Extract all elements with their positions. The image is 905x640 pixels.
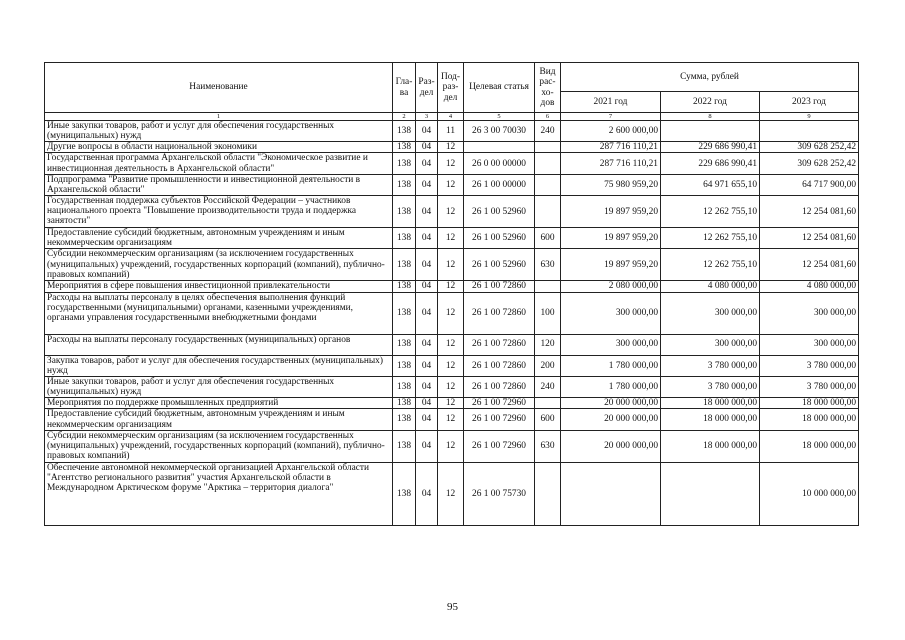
row-amount-2021: 19 897 959,20	[561, 196, 661, 228]
row-vid: 600	[535, 228, 561, 249]
col-number: 9	[760, 113, 859, 121]
row-amount-2023: 3 780 000,00	[760, 355, 859, 376]
row-vid: 630	[535, 430, 561, 462]
row-name: Подпрограмма "Развитие промышленности и инвестиционной деятельности в Архангельской области"	[45, 174, 393, 195]
row-amount-2022: 3 780 000,00	[661, 376, 760, 397]
col-number: 7	[561, 113, 661, 121]
row-amount-2022: 18 000 000,00	[661, 409, 760, 430]
row-amount-2023: 18 000 000,00	[760, 409, 859, 430]
row-razdel: 04	[416, 292, 438, 334]
page-number: 95	[447, 601, 458, 613]
row-target: 26 1 00 72860	[464, 376, 535, 397]
row-amount-2023	[760, 121, 859, 142]
table-row	[45, 355, 859, 376]
table-row	[45, 398, 859, 409]
row-razdel: 04	[416, 142, 438, 153]
table-row	[45, 281, 859, 292]
table-row	[45, 228, 859, 249]
row-razdel: 04	[416, 430, 438, 462]
row-podrazdel: 12	[438, 174, 464, 195]
row-podrazdel: 12	[438, 398, 464, 409]
row-name: Закупка товаров, работ и услуг для обеспечения государственных (муниципальных) нужд	[45, 355, 393, 376]
row-razdel: 04	[416, 196, 438, 228]
row-amount-2022: 64 971 655,10	[661, 174, 760, 195]
row-glava: 138	[393, 121, 416, 142]
row-amount-2023: 18 000 000,00	[760, 398, 859, 409]
col-number: 5	[464, 113, 535, 121]
row-target: 26 1 00 52960	[464, 196, 535, 228]
row-razdel: 04	[416, 376, 438, 397]
row-vid: 600	[535, 409, 561, 430]
header-target: Целевая статья	[464, 63, 535, 113]
table-row	[45, 292, 859, 334]
row-glava: 138	[393, 228, 416, 249]
row-target: 26 1 00 72960	[464, 409, 535, 430]
row-podrazdel: 12	[438, 334, 464, 355]
row-vid	[535, 153, 561, 174]
row-podrazdel: 12	[438, 355, 464, 376]
row-glava: 138	[393, 398, 416, 409]
col-number: 1	[45, 113, 393, 121]
row-target	[464, 142, 535, 153]
row-glava: 138	[393, 355, 416, 376]
column-number-row	[45, 113, 859, 121]
row-name: Субсидии некоммерческим организациям (за исключением государственных (муниципальных) учреждений, государственных корпораций (компаний), публично-правовых компаний)	[45, 249, 393, 281]
row-razdel: 04	[416, 355, 438, 376]
row-amount-2022: 3 780 000,00	[661, 355, 760, 376]
row-name: Государственная программа Архангельской области "Экономическое развитие и инвестиционная деятельность в Архангельской области"	[45, 153, 393, 174]
row-name: Иные закупки товаров, работ и услуг для обеспечения государственных (муниципальных) нужд	[45, 121, 393, 142]
row-amount-2022	[661, 462, 760, 525]
row-vid: 240	[535, 376, 561, 397]
row-amount-2022: 300 000,00	[661, 292, 760, 334]
row-amount-2022: 300 000,00	[661, 334, 760, 355]
row-target: 26 1 00 75730	[464, 462, 535, 525]
row-amount-2023: 3 780 000,00	[760, 376, 859, 397]
row-podrazdel: 12	[438, 376, 464, 397]
col-number: 2	[393, 113, 416, 121]
table-row	[45, 153, 859, 174]
col-number: 8	[661, 113, 760, 121]
row-glava: 138	[393, 153, 416, 174]
row-target: 26 0 00 00000	[464, 153, 535, 174]
row-amount-2023: 12 254 081,60	[760, 196, 859, 228]
header-vid: Вид рас-хо-дов	[535, 63, 561, 113]
header-name: Наименование	[45, 63, 393, 113]
row-amount-2022: 18 000 000,00	[661, 398, 760, 409]
row-amount-2021: 2 080 000,00	[561, 281, 661, 292]
row-amount-2021: 287 716 110,21	[561, 153, 661, 174]
row-vid: 630	[535, 249, 561, 281]
header-year-2022: 2022 год	[661, 92, 760, 113]
row-amount-2022: 229 686 990,41	[661, 142, 760, 153]
row-glava: 138	[393, 142, 416, 153]
row-amount-2022: 4 080 000,00	[661, 281, 760, 292]
table-row	[45, 409, 859, 430]
row-target: 26 1 00 72860	[464, 281, 535, 292]
row-amount-2023: 300 000,00	[760, 334, 859, 355]
row-name: Расходы на выплаты персоналу государственных (муниципальных) органов	[45, 334, 393, 355]
table-row	[45, 249, 859, 281]
row-vid	[535, 398, 561, 409]
row-amount-2021: 20 000 000,00	[561, 409, 661, 430]
header-year-2023: 2023 год	[760, 92, 859, 113]
row-name: Другие вопросы в области национальной экономики	[45, 142, 393, 153]
row-glava: 138	[393, 376, 416, 397]
row-amount-2022: 12 262 755,10	[661, 196, 760, 228]
row-vid: 240	[535, 121, 561, 142]
row-glava: 138	[393, 174, 416, 195]
row-vid	[535, 196, 561, 228]
row-amount-2022: 12 262 755,10	[661, 228, 760, 249]
row-name: Предоставление субсидий бюджетным, автономным учреждениям и иным некоммерческим организациям	[45, 409, 393, 430]
row-name: Предоставление субсидий бюджетным, автономным учреждениям и иным некоммерческим организациям	[45, 228, 393, 249]
row-razdel: 04	[416, 409, 438, 430]
row-glava: 138	[393, 249, 416, 281]
row-amount-2021: 1 780 000,00	[561, 355, 661, 376]
row-podrazdel: 12	[438, 292, 464, 334]
row-name: Иные закупки товаров, работ и услуг для обеспечения государственных (муниципальных) нужд	[45, 376, 393, 397]
row-podrazdel: 12	[438, 409, 464, 430]
row-target: 26 1 00 72860	[464, 292, 535, 334]
table-row	[45, 430, 859, 462]
row-amount-2023: 4 080 000,00	[760, 281, 859, 292]
row-razdel: 04	[416, 249, 438, 281]
row-podrazdel: 11	[438, 121, 464, 142]
row-amount-2021: 19 897 959,20	[561, 249, 661, 281]
row-name: Государственная поддержка субъектов Российской Федерации – участников национального проекта "Повышение производительности труда и поддержка занятости"	[45, 196, 393, 228]
row-glava: 138	[393, 292, 416, 334]
row-glava: 138	[393, 281, 416, 292]
col-number: 4	[438, 113, 464, 121]
header-year-2021: 2021 год	[561, 92, 661, 113]
row-podrazdel: 12	[438, 153, 464, 174]
table-row	[45, 142, 859, 153]
table-row	[45, 376, 859, 397]
row-vid: 200	[535, 355, 561, 376]
row-name: Мероприятия по поддержке промышленных предприятий	[45, 398, 393, 409]
row-vid: 120	[535, 334, 561, 355]
row-amount-2021: 300 000,00	[561, 334, 661, 355]
row-amount-2023: 12 254 081,60	[760, 228, 859, 249]
row-amount-2023: 309 628 252,42	[760, 142, 859, 153]
row-amount-2021: 1 780 000,00	[561, 376, 661, 397]
row-razdel: 04	[416, 153, 438, 174]
row-vid	[535, 281, 561, 292]
row-name: Расходы на выплаты персоналу в целях обеспечения выполнения функций государственными (муниципальными) органами, казенными учреждениями, органами управления государственными внебюджетными фондами	[45, 292, 393, 334]
col-number: 3	[416, 113, 438, 121]
row-podrazdel: 12	[438, 249, 464, 281]
row-podrazdel: 12	[438, 228, 464, 249]
row-amount-2022	[661, 121, 760, 142]
header-razdel: Раз-дел	[416, 63, 438, 113]
row-glava: 138	[393, 196, 416, 228]
row-razdel: 04	[416, 121, 438, 142]
row-amount-2023: 64 717 900,00	[760, 174, 859, 195]
row-amount-2022: 229 686 990,41	[661, 153, 760, 174]
row-target: 26 1 00 00000	[464, 174, 535, 195]
table-row	[45, 462, 859, 525]
row-amount-2021: 20 000 000,00	[561, 430, 661, 462]
row-amount-2021: 2 600 000,00	[561, 121, 661, 142]
row-amount-2021: 19 897 959,20	[561, 228, 661, 249]
row-razdel: 04	[416, 281, 438, 292]
row-glava: 138	[393, 430, 416, 462]
budget-table	[44, 62, 859, 526]
row-razdel: 04	[416, 398, 438, 409]
row-target: 26 1 00 52960	[464, 249, 535, 281]
row-name: Обеспечение автономной некоммерческой организацией Архангельской области "Агентство регионального развития" участия Архангельской области в Международном Арктическом форуме "Арктика – территория диалога"	[45, 462, 393, 525]
row-target: 26 1 00 52960	[464, 228, 535, 249]
row-vid	[535, 142, 561, 153]
table-row	[45, 174, 859, 195]
row-podrazdel: 12	[438, 462, 464, 525]
row-amount-2023: 309 628 252,42	[760, 153, 859, 174]
header-glava: Гла-ва	[393, 63, 416, 113]
row-amount-2023: 18 000 000,00	[760, 430, 859, 462]
row-vid: 100	[535, 292, 561, 334]
row-razdel: 04	[416, 462, 438, 525]
table-row	[45, 196, 859, 228]
table-row	[45, 334, 859, 355]
row-podrazdel: 12	[438, 281, 464, 292]
row-podrazdel: 12	[438, 142, 464, 153]
table-row	[45, 121, 859, 142]
row-target: 26 1 00 72960	[464, 430, 535, 462]
row-target: 26 3 00 70030	[464, 121, 535, 142]
row-podrazdel: 12	[438, 430, 464, 462]
col-number: 6	[535, 113, 561, 121]
row-amount-2023: 12 254 081,60	[760, 249, 859, 281]
row-amount-2021: 20 000 000,00	[561, 398, 661, 409]
row-name: Мероприятия в сфере повышения инвестиционной привлекательности	[45, 281, 393, 292]
row-target: 26 1 00 72860	[464, 355, 535, 376]
row-amount-2021	[561, 462, 661, 525]
row-razdel: 04	[416, 174, 438, 195]
row-razdel: 04	[416, 334, 438, 355]
row-amount-2021: 287 716 110,21	[561, 142, 661, 153]
row-target: 26 1 00 72960	[464, 398, 535, 409]
row-glava: 138	[393, 409, 416, 430]
row-podrazdel: 12	[438, 196, 464, 228]
row-amount-2022: 18 000 000,00	[661, 430, 760, 462]
row-razdel: 04	[416, 228, 438, 249]
header-sum: Сумма, рублей	[561, 63, 859, 92]
row-amount-2021: 300 000,00	[561, 292, 661, 334]
header-podrazdel: Под-раз-дел	[438, 63, 464, 113]
row-amount-2022: 12 262 755,10	[661, 249, 760, 281]
row-amount-2023: 300 000,00	[760, 292, 859, 334]
row-target: 26 1 00 72860	[464, 334, 535, 355]
row-amount-2023: 10 000 000,00	[760, 462, 859, 525]
row-glava: 138	[393, 462, 416, 525]
row-amount-2021: 75 980 959,20	[561, 174, 661, 195]
row-glava: 138	[393, 334, 416, 355]
row-vid	[535, 174, 561, 195]
row-name: Субсидии некоммерческим организациям (за исключением государственных (муниципальных) учреждений, государственных корпораций (компаний), публично-правовых компаний)	[45, 430, 393, 462]
row-vid	[535, 462, 561, 525]
